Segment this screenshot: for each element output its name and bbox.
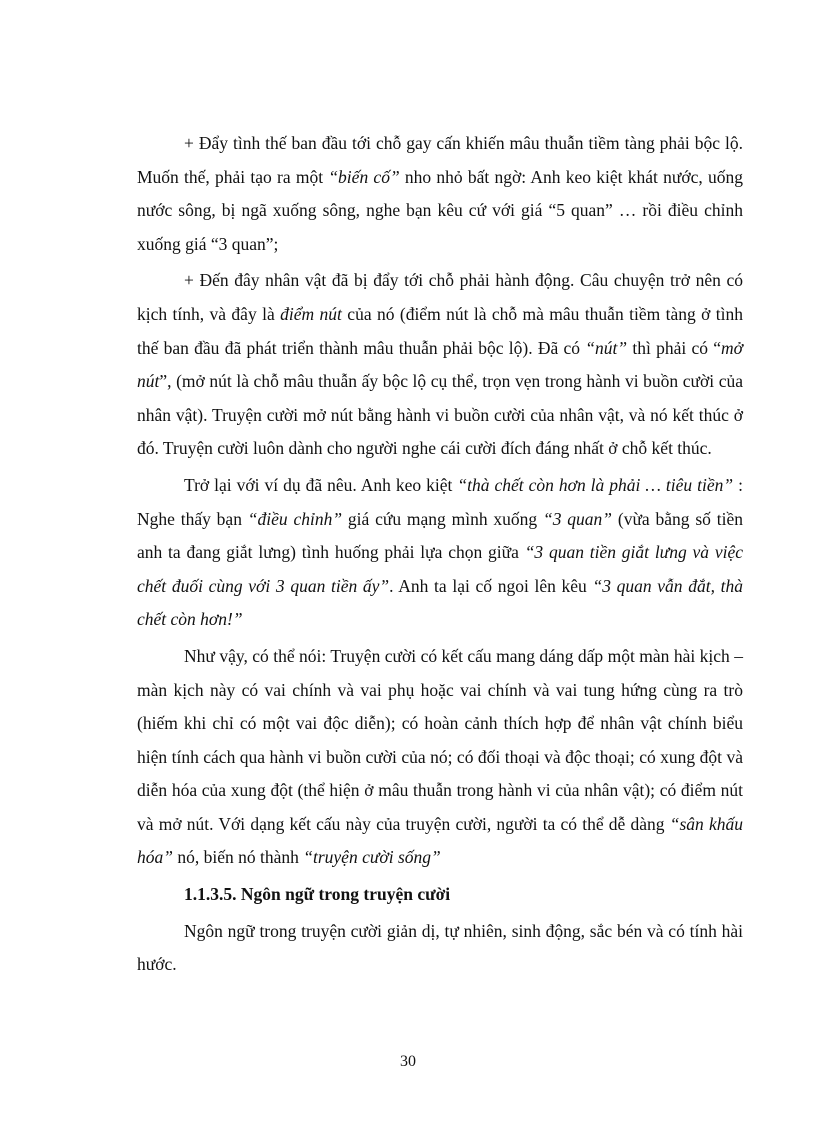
text-segment: . Anh ta lại cố ngoi lên kêu: [389, 575, 593, 596]
italic-text: “3 quan”: [543, 508, 613, 529]
paragraph-5: Ngôn ngữ trong truyện cười giản dị, tự nhiên, sinh động, sắc bén và có tính hài hước.: [137, 920, 743, 975]
text-segment: + Đến đây nhân vật đã bị đẩy tới chỗ phải hành động. Câu chuyện trở nên có kịch tính, và đây là: [137, 270, 743, 324]
italic-text: “truyện cười sống”: [303, 847, 441, 868]
italic-text: “thà chết còn hơn là phải … tiêu tiền”: [457, 474, 734, 495]
text-segment: : Nghe thấy bạn: [137, 474, 743, 529]
text-segment: giá cứu mạng mình xuống: [342, 508, 543, 529]
text-segment: + Đẩy tình thế ban đầu tới chỗ gay cấn khiến mâu thuẫn tiềm tàng phải bộc lộ. Muốn thế, phải tạo ra một: [137, 133, 743, 187]
section-heading: 1.1.3.5. Ngôn ngữ trong truyện cười: [184, 884, 451, 905]
italic-text: “3 quan vẫn đắt, thà chết còn hơn!”: [137, 575, 743, 630]
italic-text: “3 quan tiền giắt lưng và việc chết đuối cùng với 3 quan tiền ấy”: [137, 542, 743, 596]
paragraph-1: [137, 127, 743, 261]
paragraph-2: [137, 264, 743, 466]
text-segment: Như vậy, có thể nói: Truyện cười có kết cấu mang dáng dấp một màn hài kịch – màn kịch này có vai chính và vai phụ hoặc vai chính và vai tung hứng cùng ra trò (hiếm khi chỉ có một vai độc diễn); có hoàn cảnh thích hợp để nhân vật chính biểu hiện tính cách qua hành vi buồn cười của nó; có đối thoại và độc thoại; có xung đột và diễn hóa của xung đột (thể hiện ở mâu thuẫn trong hành vi của nhân vật); có điểm nút và mở nút. Với dạng kết cấu này của truyện cười, người ta có thể dễ dàng: [137, 645, 743, 834]
text-segment: Trở lại với ví dụ đã nêu. Anh keo kiệt: [184, 474, 458, 495]
italic-text: “nút”: [585, 337, 628, 358]
paragraph-3: [137, 469, 743, 637]
text-segment: của nó (điểm nút là chỗ mà mâu thuẫn tiềm tàng ở tình thế ban đầu đã phát triển thành mâu thuẫn phải bộc lộ). Đã có: [137, 303, 743, 358]
text-segment: (vừa bằng số tiền anh ta đang giắt lưng) tình huống phải lựa chọn giữa: [137, 508, 743, 563]
text-segment: thì phải có “: [627, 337, 722, 358]
paragraph-4: [137, 640, 743, 875]
italic-text: “điều chỉnh”: [247, 508, 343, 529]
text-segment: nho nhỏ bất ngờ: Anh keo kiệt khát nước, uống nước sông, bị ngã xuống sông, nghe bạn kêu cứ với giá “5 quan” … rồi điều chỉnh xuống giá “3 quan”;: [137, 166, 743, 254]
italic-text: điểm nút: [280, 303, 342, 324]
text-segment: ”, (mở nút là chỗ mâu thuẫn ấy bộc lộ cụ thể, trọn vẹn trong hành vi buồn cười của nhân vật). Truyện cười mở nút bằng hành vi buồn cười của nhân vật, và nó kết thúc ở đó. Truyện cười luôn dành cho người nghe cái cười đích đáng nhất ở chỗ kết thúc.: [137, 371, 743, 459]
italic-text: mở nút: [137, 337, 743, 392]
page-number: 30: [400, 1053, 416, 1070]
text-segment: nó, biến nó thành: [172, 847, 304, 868]
italic-text: “sân khấu hóa”: [137, 813, 744, 868]
document-body: [137, 127, 743, 985]
italic-text: “biến cố”: [328, 166, 400, 187]
